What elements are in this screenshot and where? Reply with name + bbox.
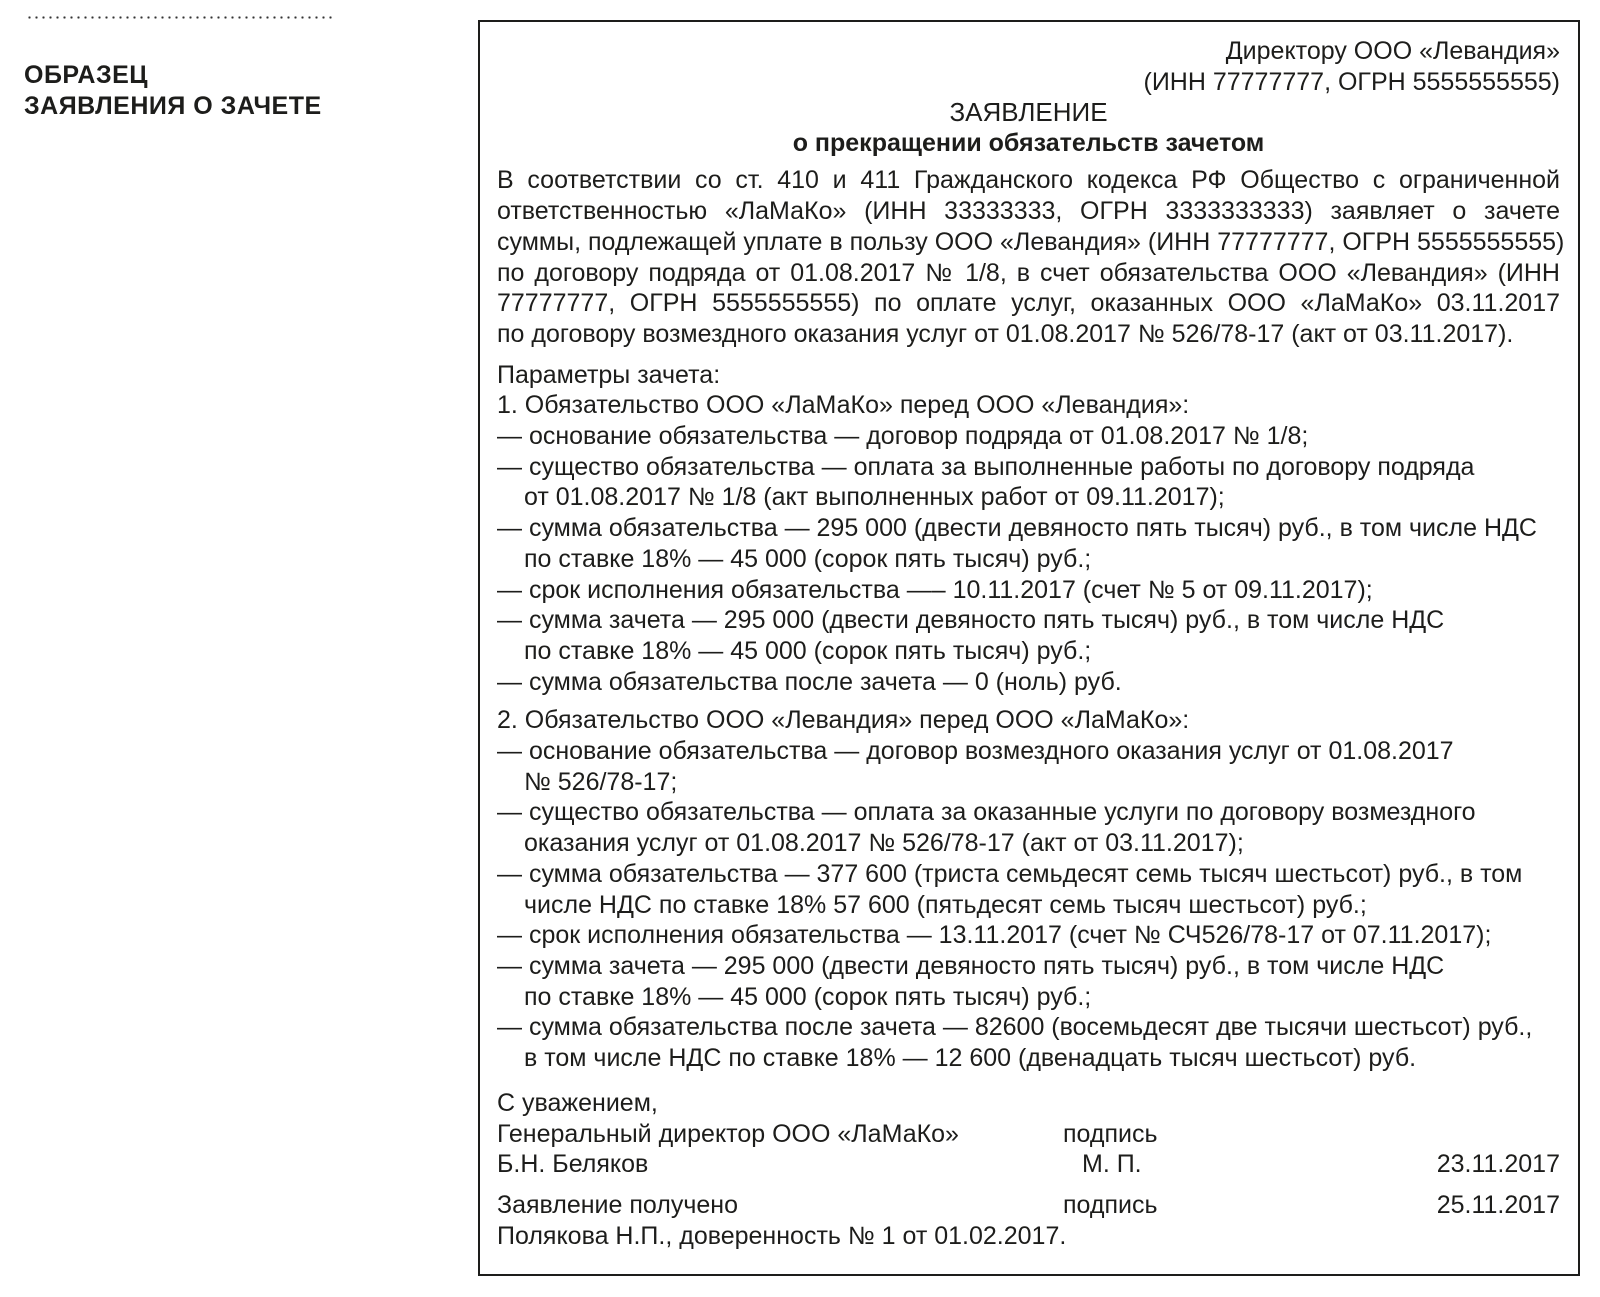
obligation-line: от 01.08.2017 № 1/8 (акт выполненных работ от 09.11.2017); [524,483,1225,512]
signature-row-1 [497,1119,1560,1150]
signature-label: подпись [1063,1119,1158,1148]
director-name: Б.Н. Беляков [497,1150,649,1179]
intro-line: по договору подряда от 01.08.2017 № 1/8, в счет обязательства ООО «Левандия» (ИНН [497,258,1560,287]
signature-label: подпись [1063,1190,1158,1219]
sample-heading-line2: ЗАЯВЛЕНИЯ О ЗАЧЕТЕ [24,92,322,120]
receiver-text: Полякова Н.П., доверенность № 1 от 01.02.2017. [497,1221,1067,1250]
obligation-line: — сумма обязательства после зачета — 82600 (восемьдесят две тысячи шестьсот) руб., [497,1013,1533,1042]
obligation-line: № 526/78-17; [524,767,678,796]
intro-line: суммы, подлежащей уплате в пользу ООО «Левандия» (ИНН 77777777, ОГРН 5555555555) [497,227,1565,256]
received-date: 25.11.2017 [1436,1190,1560,1219]
intro-paragraph [497,165,1565,349]
addressee-line1: Директору ООО «Левандия» [1225,37,1560,65]
received-row [497,1190,1560,1221]
director-position: Генеральный директор ООО «ЛаМаКо» [497,1119,959,1148]
dotted-divider [26,16,332,19]
params-heading: Параметры зачета: [497,360,721,389]
obligation-line: по ставке 18% — 45 000 (сорок пять тысяч) руб.; [524,636,1092,665]
obligation-line: по ставке 18% — 45 000 (сорок пять тысяч) руб.; [524,982,1092,1011]
title-subtitle: о прекращении обязательств зачетом [792,129,1265,158]
signature-date: 23.11.2017 [1436,1150,1560,1179]
signature-row-2 [497,1149,1560,1180]
obligation-line: — сумма зачета — 295 000 (двести девяносто пять тысяч) руб., в том числе НДС [497,951,1445,980]
obligation-line: оказания услуг от 01.08.2017 № 526/78-17 (акт от 03.11.2017); [524,829,1244,858]
obligation-line: — сумма обязательства после зачета — 0 (ноль) руб. [497,667,1122,696]
addressee-line2: (ИНН 77777777, ОГРН 5555555555) [1143,67,1560,96]
obligation-line: — существо обязательства — оплата за оказанные услуги по договору возмездного [497,798,1476,827]
obligation-line: — срок исполнения обязательства — 13.11.2017 (счет № СЧ526/78-17 от 07.11.2017); [497,921,1492,950]
intro-line: 77777777, ОГРН 5555555555) по оплате услуг, оказанных ООО «ЛаМаКо» 03.11.2017 [497,289,1560,318]
obligation-2 [497,705,1560,1073]
addressee [497,36,1560,97]
sample-heading-line1: ОБРАЗЕЦ [24,61,149,89]
intro-line: по договору возмездного оказания услуг от 01.08.2017 № 526/78-17 (акт от 03.11.2017). [497,319,1514,348]
obligation-line: в том числе НДС по ставке 18% — 12 600 (двенадцать тысяч шестьсот) руб. [524,1044,1417,1073]
obligation-line: — сумма зачета — 295 000 (двести девяносто пять тысяч) руб., в том числе НДС [497,606,1445,635]
obligation-heading: 1. Обязательство ООО «ЛаМаКо» перед ООО «Левандия»: [497,391,1190,420]
obligation-line: — сумма обязательства — 377 600 (триста семьдесят семь тысяч шестьсот) руб., в том [497,859,1523,888]
obligation-line: по ставке 18% — 45 000 (сорок пять тысяч) руб.; [524,544,1092,573]
signature-block [497,1088,1560,1251]
sample-heading [24,60,354,122]
obligation-line: — срок исполнения обязательства —– 10.11.2017 (счет № 5 от 09.11.2017); [497,575,1373,604]
obligation-heading: 2. Обязательство ООО «Левандия» перед ООО «ЛаМаКо»: [497,706,1190,735]
obligation-line: — существо обязательства — оплата за выполненные работы по договору подряда [497,452,1475,481]
title-main: ЗАЯВЛЕНИЕ [949,97,1108,128]
regards-text: С уважением, [497,1088,658,1117]
obligation-1 [497,360,1560,698]
document-frame [478,20,1580,1276]
obligation-line: — основание обязательства — договор подряда от 01.08.2017 № 1/8; [497,422,1309,451]
intro-line: В соответствии со ст. 410 и 411 Гражданского кодекса РФ Общество с ограниченной [497,166,1560,195]
obligation-line: числе НДС по ставке 18% 57 600 (пятьдесят семь тысяч шестьсот) руб.; [524,890,1367,919]
document-title [497,97,1560,159]
obligation-line: — основание обязательства — договор возмездного оказания услуг от 01.08.2017 [497,737,1454,766]
obligation-line: — сумма обязательства — 295 000 (двести девяносто пять тысяч) руб., в том числе НДС [497,514,1537,543]
intro-line: ответственностью «ЛаМаКо» (ИНН 33333333, ОГРН 3333333333) заявляет о зачете [497,197,1560,226]
received-text: Заявление получено [497,1190,738,1219]
stamp-label: М. П. [1082,1150,1142,1179]
